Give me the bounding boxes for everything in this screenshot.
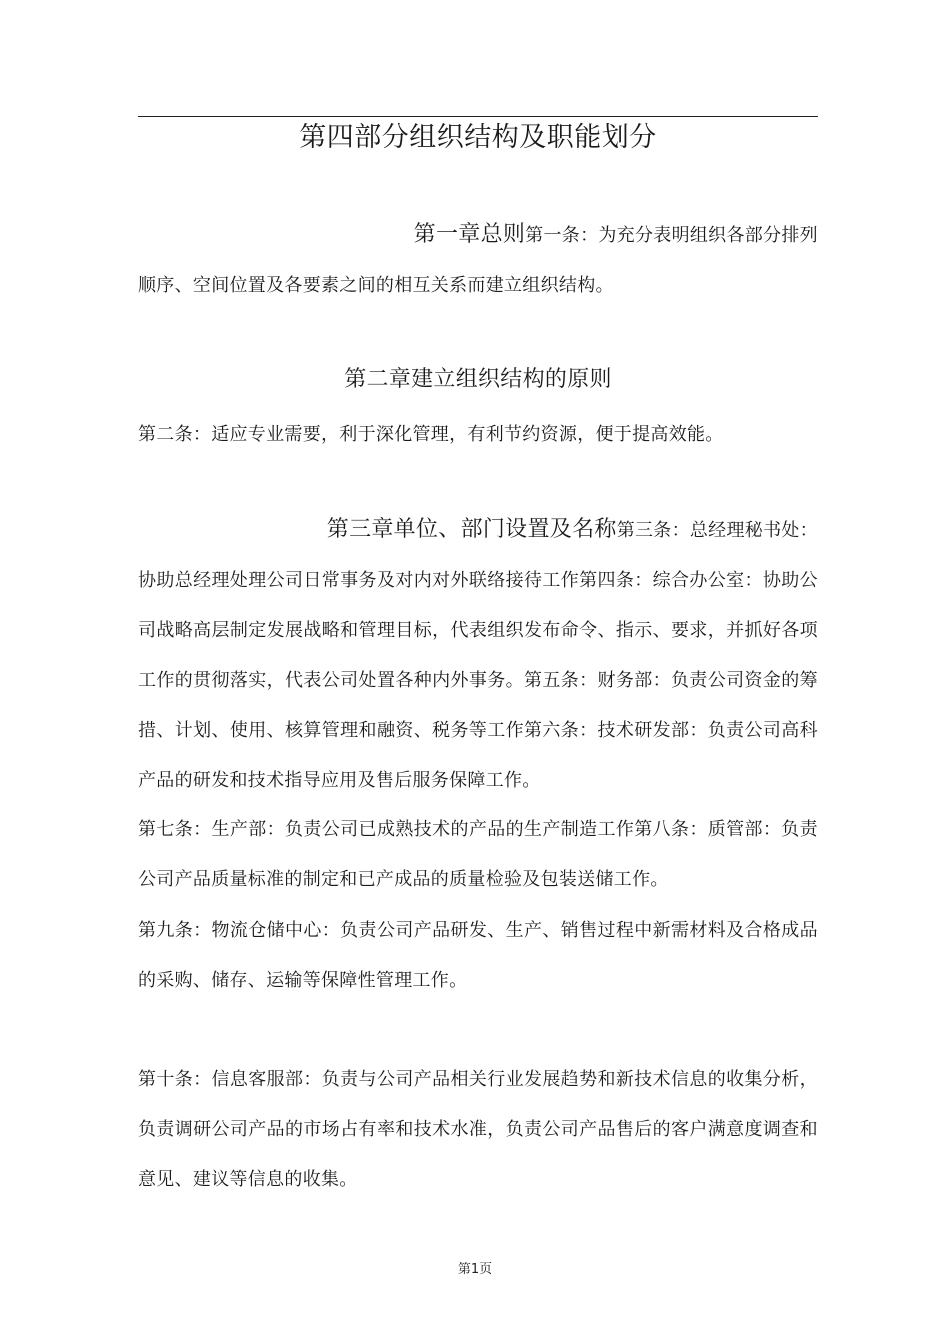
chapter-1-heading: 第一章总则 <box>413 222 526 247</box>
header-rule <box>138 116 818 117</box>
page-number: 第1页 <box>457 1262 493 1277</box>
chapter-3-heading: 第三章单位、部门设置及名称 <box>326 517 617 542</box>
chapter-3-body: 协助总经理处理公司日常事务及对内对外联络接待工作第四条：综合办公室：协助公司战略高层制定发展战略和管理目标，代表组织发布命令、指示、要求，并抓好各项工作的贯彻落实，代表公司处置各种内外事务。第五条：财务部：负责公司资金的筹措、计划、使用、核算管理和融资、税务等工作第六条：技术研发部：负责公司高科产品的研发和技术指导应用及售后服务保障工作。 <box>138 570 818 791</box>
chapter-3-section <box>138 505 818 806</box>
chapter-2-heading: 第二章建立组织结构的原则 <box>344 367 612 392</box>
article-2-paragraph: 第二条：适应专业需要，利于深化管理，有利节约资源，便于提高效能。 <box>138 424 724 445</box>
chapter-2-section <box>138 355 818 406</box>
article-7-8-paragraph: 第七条：生产部：负责公司已成熟技术的产品的生产制造工作第八条：质管部：负责公司产品质量标准的制定和已产成品的质量检验及包装送储工作。 <box>138 819 818 890</box>
article-1-start: 第一条：为充分表明组织各部分排列 <box>525 225 818 246</box>
chapter-1-first-line <box>138 210 818 261</box>
article-1-continuation: 顺序、空间位置及各要素之间的相互关系而建立组织结构。 <box>138 275 614 296</box>
article-10-paragraph: 第十条：信息客服部：负责与公司产品相关行业发展趋势和新技术信息的收集分析，负责调研公司产品的市场占有率和技术水准，负责公司产品售后的客户满意度调查和意见、建议等信息的收集。 <box>138 1069 818 1190</box>
article-3-start: 第三条：总经理秘书处： <box>616 520 818 541</box>
article-9-paragraph: 第九条：物流仓储中心：负责公司产品研发、生产、销售过程中新需材料及合格成品的采购、储存、运输等保障性管理工作。 <box>138 920 818 991</box>
chapter-1-section <box>138 210 818 311</box>
page-title: 第四部分组织结构及职能划分 <box>299 122 657 153</box>
chapter-3-first-line <box>138 505 818 556</box>
